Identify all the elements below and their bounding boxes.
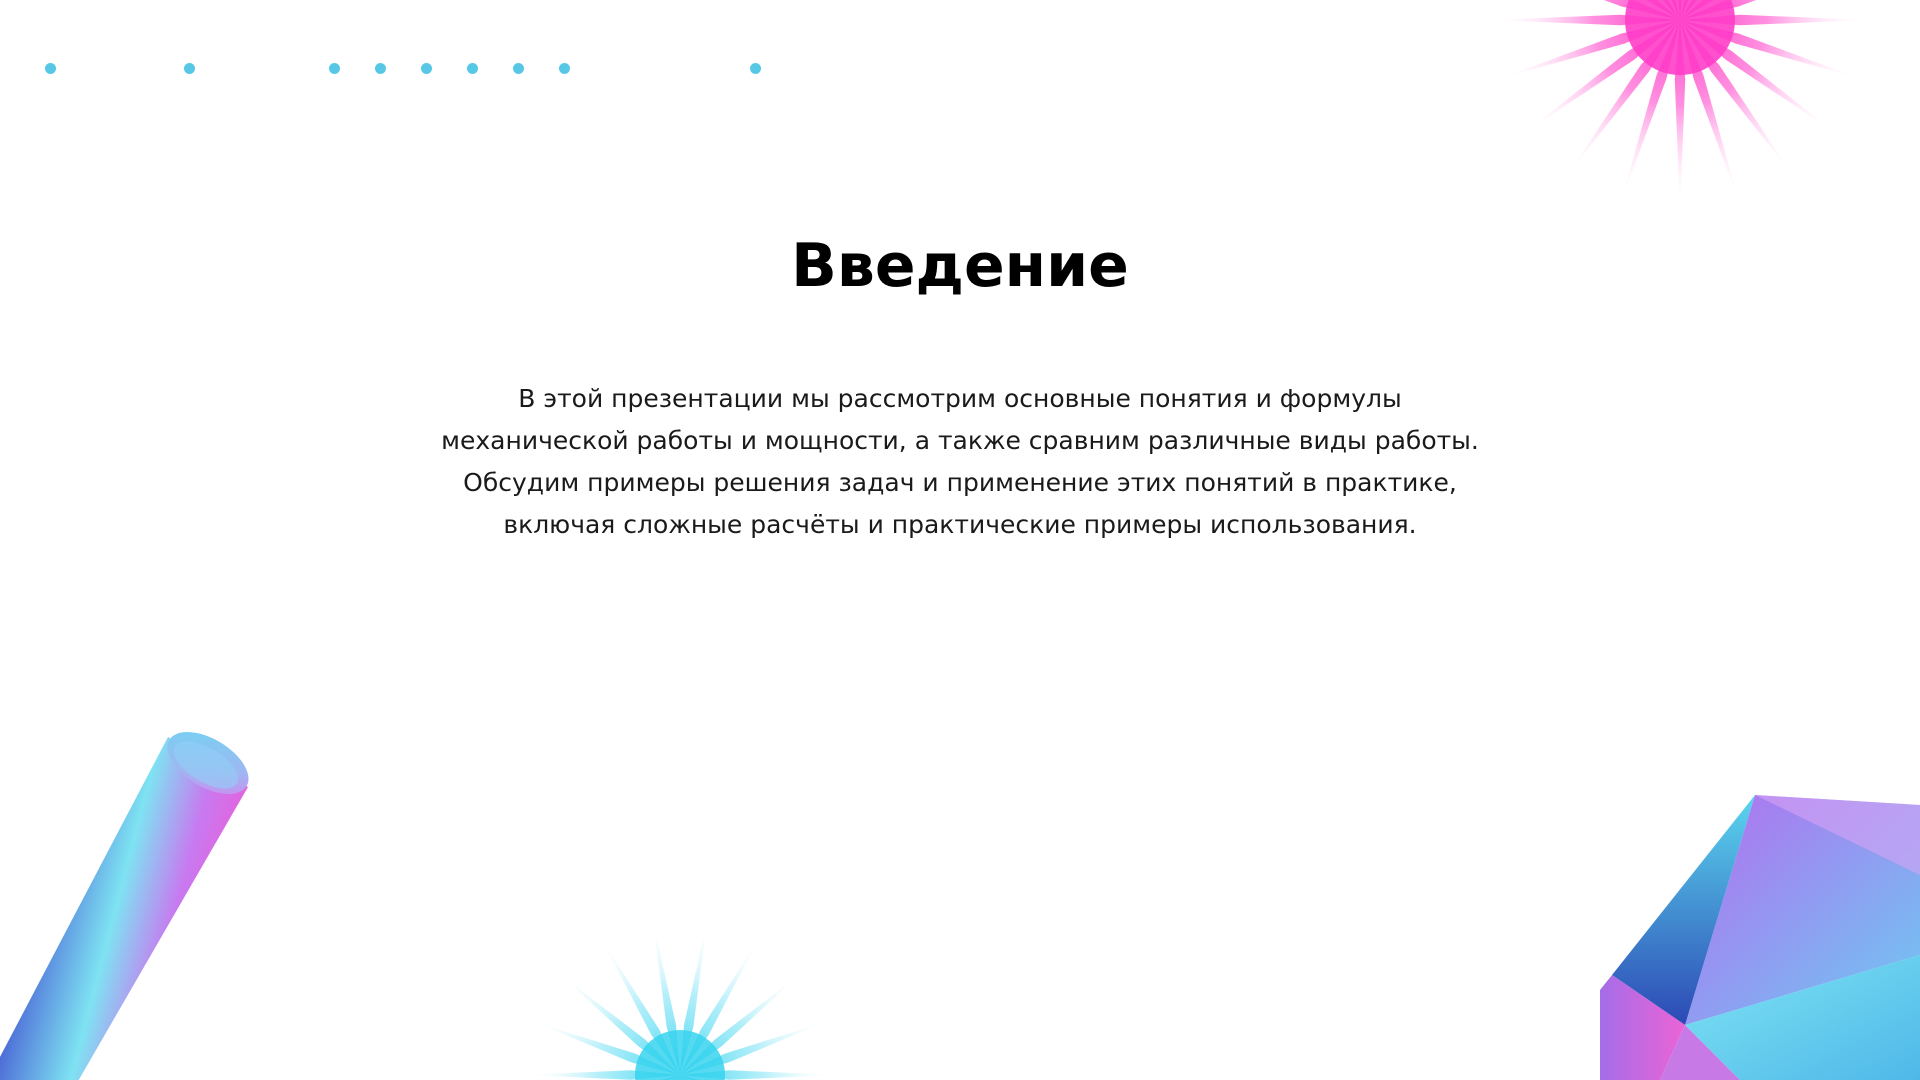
intro-line: Обсудим примеры решения задач и применение этих понятий в практике, xyxy=(463,468,1457,497)
intro-paragraph xyxy=(420,378,1500,546)
dot xyxy=(329,63,340,74)
dot xyxy=(184,63,195,74)
gradient-crystal-icon xyxy=(1600,785,1920,1080)
dot xyxy=(513,63,524,74)
cyan-starburst-icon xyxy=(520,925,840,1080)
dot xyxy=(467,63,478,74)
dot xyxy=(375,63,386,74)
intro-line: включая сложные расчёты и практические примеры использования. xyxy=(503,510,1417,539)
dot xyxy=(421,63,432,74)
dot xyxy=(559,63,570,74)
intro-line: механической работы и мощности, а также сравним различные виды работы. xyxy=(441,426,1479,455)
pink-starburst-icon xyxy=(1480,0,1880,190)
dot-row xyxy=(0,0,900,120)
dot xyxy=(45,63,56,74)
gradient-cylinder-icon xyxy=(0,715,270,1080)
intro-line: В этой презентации мы рассмотрим основные понятия и формулы xyxy=(518,384,1402,413)
slide-title: Введение xyxy=(791,231,1129,301)
dot xyxy=(750,63,761,74)
